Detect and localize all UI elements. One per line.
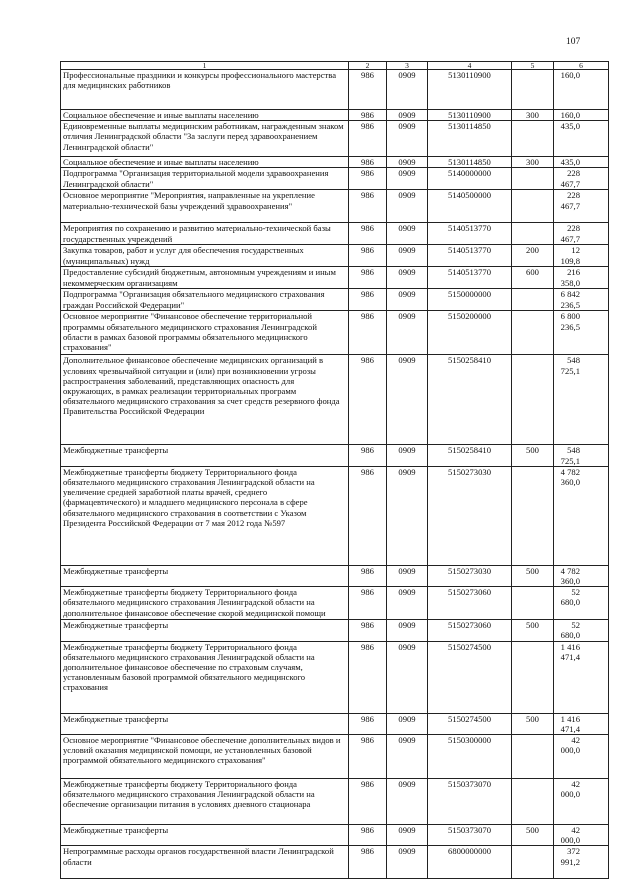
row-cell-3: 0909 xyxy=(387,641,428,713)
row-cell-4: 5140000000 xyxy=(428,168,512,190)
row-cell-4: 5140513770 xyxy=(428,267,512,289)
row-cell-5 xyxy=(512,779,554,825)
table-row xyxy=(61,641,609,713)
row-cell-6: 12 109,8 xyxy=(554,245,609,267)
row-description: Подпрограмма "Организация территориальной модели здравоохранения Ленинградской области" xyxy=(61,168,349,190)
row-description: Социальное обеспечение и иные выплаты населению xyxy=(61,157,349,168)
budget-table xyxy=(60,61,609,879)
row-description: Непрограммные расходы органов государственной власти Ленинградской области xyxy=(61,846,349,879)
row-cell-4: 5140513770 xyxy=(428,223,512,245)
row-cell-6: 52 680,0 xyxy=(554,587,609,620)
row-cell-5: 500 xyxy=(512,713,554,734)
row-cell-3: 0909 xyxy=(387,587,428,620)
row-cell-4: 5150273030 xyxy=(428,466,512,565)
table-row xyxy=(61,779,609,825)
table-row xyxy=(61,190,609,223)
row-cell-2: 986 xyxy=(349,565,387,586)
row-cell-6: 42 000,0 xyxy=(554,779,609,825)
row-cell-6: 548 725,1 xyxy=(554,355,609,445)
row-cell-6: 4 782 360,0 xyxy=(554,565,609,586)
table-row xyxy=(61,466,609,565)
row-description: Социальное обеспечение и иные выплаты населению xyxy=(61,110,349,121)
row-cell-4: 5150300000 xyxy=(428,735,512,779)
row-cell-4: 5150258410 xyxy=(428,445,512,466)
table-row xyxy=(61,70,609,110)
row-description: Межбюджетные трансферты xyxy=(61,620,349,641)
table-row xyxy=(61,289,609,311)
row-cell-5 xyxy=(512,168,554,190)
row-cell-6: 548 725,1 xyxy=(554,445,609,466)
row-cell-3: 0909 xyxy=(387,565,428,586)
row-cell-5 xyxy=(512,289,554,311)
row-description: Единовременные выплаты медицинским работникам, награжденным знаком отличия Ленинградской области "За заслуги перед здравоохранением Ленинградской области" xyxy=(61,121,349,157)
row-cell-5 xyxy=(512,587,554,620)
row-cell-2: 986 xyxy=(349,311,387,355)
row-cell-6: 160,0 xyxy=(554,70,609,110)
table-row xyxy=(61,245,609,267)
row-cell-6: 228 467,7 xyxy=(554,223,609,245)
row-cell-3: 0909 xyxy=(387,779,428,825)
row-description: Межбюджетные трансферты бюджету Территориального фонда обязательного медицинского страхования Ленинградской области на увеличение средней заработной платы врачей, среднего (фармацевтического) и младшего медицинского персонала в сфере обязательного медицинского страхования в соответствии с Указом Президента Российской Федерации от 7 мая 2012 года №597 xyxy=(61,466,349,565)
table-row xyxy=(61,311,609,355)
row-cell-5: 200 xyxy=(512,245,554,267)
row-cell-3: 0909 xyxy=(387,70,428,110)
row-cell-3: 0909 xyxy=(387,846,428,879)
row-description: Межбюджетные трансферты xyxy=(61,565,349,586)
row-cell-2: 986 xyxy=(349,355,387,445)
table-row xyxy=(61,713,609,734)
header-cell: 3 xyxy=(387,62,428,70)
row-cell-3: 0909 xyxy=(387,223,428,245)
row-cell-5 xyxy=(512,466,554,565)
table-header-row xyxy=(61,62,609,70)
row-cell-2: 986 xyxy=(349,168,387,190)
row-cell-5: 500 xyxy=(512,445,554,466)
row-cell-2: 986 xyxy=(349,445,387,466)
header-cell: 5 xyxy=(512,62,554,70)
row-cell-6: 1 416 471,4 xyxy=(554,641,609,713)
row-cell-5 xyxy=(512,641,554,713)
row-description: Межбюджетные трансферты xyxy=(61,713,349,734)
row-description: Основное мероприятие "Финансовое обеспечение дополнительных видов и условий оказания медицинской помощи, не установленных базовой программой обязательного медицинского страхования" xyxy=(61,735,349,779)
header-cell: 4 xyxy=(428,62,512,70)
row-description: Мероприятия по сохранению и развитию материально-технической базы государственных учреждений xyxy=(61,223,349,245)
table-row xyxy=(61,846,609,879)
row-cell-5 xyxy=(512,311,554,355)
header-cell: 6 xyxy=(554,62,609,70)
row-cell-2: 986 xyxy=(349,620,387,641)
row-description: Межбюджетные трансферты бюджету Территориального фонда обязательного медицинского страхования Ленинградской области на дополнительное финансовое обеспечение скорой медицинской помощи xyxy=(61,587,349,620)
row-cell-4: 5130114850 xyxy=(428,121,512,157)
row-cell-3: 0909 xyxy=(387,466,428,565)
row-cell-5 xyxy=(512,190,554,223)
table-row xyxy=(61,565,609,586)
row-cell-6: 216 358,0 xyxy=(554,267,609,289)
row-cell-6: 52 680,0 xyxy=(554,620,609,641)
row-cell-5: 300 xyxy=(512,157,554,168)
row-cell-2: 986 xyxy=(349,121,387,157)
row-description: Межбюджетные трансферты xyxy=(61,445,349,466)
row-cell-3: 0909 xyxy=(387,289,428,311)
row-description: Основное мероприятие "Мероприятия, направленные на укрепление материально-технической базы учреждений здравоохранения" xyxy=(61,190,349,223)
table-row xyxy=(61,121,609,157)
table-row xyxy=(61,157,609,168)
row-cell-6: 1 416 471,4 xyxy=(554,713,609,734)
row-cell-2: 986 xyxy=(349,70,387,110)
table-row xyxy=(61,445,609,466)
row-cell-5 xyxy=(512,846,554,879)
row-description: Предоставление субсидий бюджетным, автономным учреждениям и иным некоммерческим организациям xyxy=(61,267,349,289)
row-cell-6: 6 800 236,5 xyxy=(554,311,609,355)
row-cell-4: 5130114850 xyxy=(428,157,512,168)
table-row xyxy=(61,620,609,641)
table-row xyxy=(61,587,609,620)
table-row xyxy=(61,267,609,289)
row-description: Межбюджетные трансферты бюджету Территориального фонда обязательного медицинского страхования Ленинградской области на обеспечение организации питания в условиях дневного стационара xyxy=(61,779,349,825)
row-cell-4: 5150274500 xyxy=(428,713,512,734)
row-cell-5 xyxy=(512,355,554,445)
header-cell: 1 xyxy=(61,62,349,70)
row-cell-3: 0909 xyxy=(387,735,428,779)
row-cell-2: 986 xyxy=(349,245,387,267)
row-description: Закупка товаров, работ и услуг для обеспечения государственных (муниципальных) нужд xyxy=(61,245,349,267)
row-cell-2: 986 xyxy=(349,825,387,846)
row-cell-2: 986 xyxy=(349,289,387,311)
row-cell-3: 0909 xyxy=(387,168,428,190)
row-cell-2: 986 xyxy=(349,223,387,245)
row-cell-2: 986 xyxy=(349,713,387,734)
row-cell-3: 0909 xyxy=(387,825,428,846)
row-cell-4: 5150373070 xyxy=(428,779,512,825)
row-cell-4: 5140500000 xyxy=(428,190,512,223)
row-cell-3: 0909 xyxy=(387,267,428,289)
row-cell-4: 5150258410 xyxy=(428,355,512,445)
row-cell-4: 6800000000 xyxy=(428,846,512,879)
row-cell-3: 0909 xyxy=(387,445,428,466)
row-cell-2: 986 xyxy=(349,157,387,168)
row-cell-2: 986 xyxy=(349,110,387,121)
row-cell-3: 0909 xyxy=(387,311,428,355)
row-cell-5: 500 xyxy=(512,620,554,641)
header-cell: 2 xyxy=(349,62,387,70)
row-cell-3: 0909 xyxy=(387,121,428,157)
row-cell-2: 986 xyxy=(349,735,387,779)
row-cell-4: 5130110900 xyxy=(428,110,512,121)
row-cell-5: 300 xyxy=(512,110,554,121)
row-cell-3: 0909 xyxy=(387,245,428,267)
row-cell-3: 0909 xyxy=(387,157,428,168)
row-cell-2: 986 xyxy=(349,190,387,223)
row-cell-3: 0909 xyxy=(387,110,428,121)
row-cell-6: 435,0 xyxy=(554,157,609,168)
row-cell-4: 5150000000 xyxy=(428,289,512,311)
row-description: Подпрограмма "Организация обязательного медицинского страхования граждан Российской Федерации" xyxy=(61,289,349,311)
row-cell-5 xyxy=(512,70,554,110)
row-cell-4: 5150274500 xyxy=(428,641,512,713)
row-cell-2: 986 xyxy=(349,267,387,289)
row-cell-2: 986 xyxy=(349,466,387,565)
row-cell-3: 0909 xyxy=(387,620,428,641)
row-cell-2: 986 xyxy=(349,587,387,620)
row-cell-3: 0909 xyxy=(387,355,428,445)
row-description: Межбюджетные трансферты xyxy=(61,825,349,846)
table-row xyxy=(61,168,609,190)
table-row xyxy=(61,735,609,779)
row-cell-3: 0909 xyxy=(387,190,428,223)
row-cell-6: 228 467,7 xyxy=(554,168,609,190)
row-cell-2: 986 xyxy=(349,779,387,825)
row-cell-6: 6 842 236,5 xyxy=(554,289,609,311)
table-row xyxy=(61,110,609,121)
row-cell-4: 5150273060 xyxy=(428,587,512,620)
row-cell-5: 500 xyxy=(512,825,554,846)
row-cell-6: 435,0 xyxy=(554,121,609,157)
row-cell-4: 5140513770 xyxy=(428,245,512,267)
row-description: Межбюджетные трансферты бюджету Территориального фонда обязательного медицинского страхования Ленинградской области на дополнительное финансовое обеспечение по страховым случаям, установленным базовой программой обязательного медицинского страхования xyxy=(61,641,349,713)
row-cell-2: 986 xyxy=(349,846,387,879)
row-description: Профессиональные праздники и конкурсы профессионального мастерства для медицинских работников xyxy=(61,70,349,110)
table-row xyxy=(61,825,609,846)
page-number: 107 xyxy=(566,37,581,47)
table-row xyxy=(61,355,609,445)
row-cell-4: 5150373070 xyxy=(428,825,512,846)
row-cell-2: 986 xyxy=(349,641,387,713)
row-description: Дополнительное финансовое обеспечение медицинских организаций в условиях чрезвычайной ситуации и (или) при возникновении угрозы распространения заболеваний, представляющих опасность для окружающих, в рамках реализации территориальных программ обязательного медицинского страхования за счет средств резервного фонда Правительства Российской Федерации xyxy=(61,355,349,445)
row-cell-5: 600 xyxy=(512,267,554,289)
row-cell-4: 5150273060 xyxy=(428,620,512,641)
row-cell-6: 4 782 360,0 xyxy=(554,466,609,565)
table-row xyxy=(61,223,609,245)
row-description: Основное мероприятие "Финансовое обеспечение территориальной программы обязательного медицинского страхования Ленинградской области в рамках базовой программы обязательного медицинского страхования" xyxy=(61,311,349,355)
row-cell-4: 5150273030 xyxy=(428,565,512,586)
row-cell-3: 0909 xyxy=(387,713,428,734)
row-cell-6: 228 467,7 xyxy=(554,190,609,223)
row-cell-6: 372 991,2 xyxy=(554,846,609,879)
row-cell-6: 42 000,0 xyxy=(554,735,609,779)
row-cell-6: 160,0 xyxy=(554,110,609,121)
row-cell-5 xyxy=(512,735,554,779)
row-cell-4: 5150200000 xyxy=(428,311,512,355)
row-cell-5 xyxy=(512,121,554,157)
row-cell-4: 5130110900 xyxy=(428,70,512,110)
row-cell-5 xyxy=(512,223,554,245)
row-cell-5: 500 xyxy=(512,565,554,586)
row-cell-6: 42 000,0 xyxy=(554,825,609,846)
